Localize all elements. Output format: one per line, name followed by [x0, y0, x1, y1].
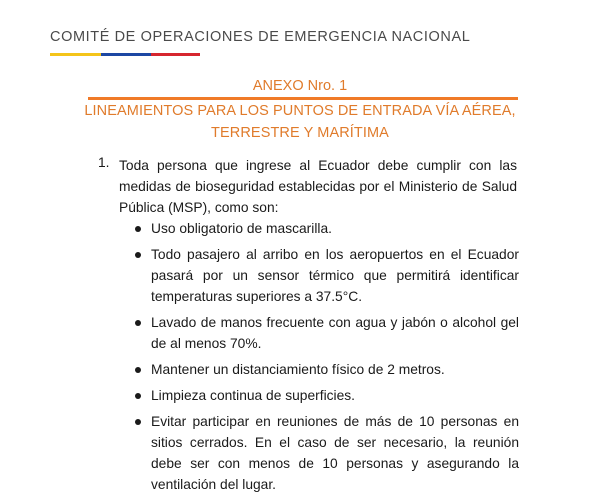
bullet-icon: [135, 320, 141, 326]
list-item-text: Todo pasajero al arribo en los aeropuertos en el Ecuador pasará por un sensor térmico que permitirá identificar temperaturas superiores a 37.5°C.: [151, 247, 519, 304]
list-item-text: Uso obligatorio de mascarilla.: [151, 221, 332, 236]
list-item-text: Limpieza continua de superficies.: [151, 388, 356, 403]
list-item: [133, 411, 519, 495]
list-item: [133, 359, 519, 380]
section-intro: Toda persona que ingrese al Ecuador debe cumplir con las medidas de bioseguridad establecidas por el Ministerio de Salud Pública (MSP), como son:: [119, 158, 517, 215]
flag-blue-band: [101, 53, 151, 56]
list-item-text: Lavado de manos frecuente con agua y jabón o alcohol gel de al menos 70%.: [151, 315, 519, 351]
annex-title-line-1: LINEAMIENTOS PARA LOS PUNTOS DE ENTRADA VÍA AÉREA,: [84, 103, 516, 119]
organization-header: COMITÉ DE OPERACIONES DE EMERGENCIA NACIONAL: [50, 29, 471, 45]
bullet-icon: [135, 252, 141, 258]
section-number: 1.: [98, 155, 110, 170]
orange-divider: [88, 97, 518, 100]
list-item-text: Mantener un distanciamiento físico de 2 metros.: [151, 362, 445, 377]
bullet-icon: [135, 419, 141, 425]
list-item: [133, 385, 519, 406]
measures-list: [133, 218, 519, 500]
list-item: [133, 312, 519, 354]
annex-title-line-2: TERRESTRE Y MARÍTIMA: [211, 125, 389, 141]
bullet-icon: [135, 226, 141, 232]
bullet-icon: [135, 367, 141, 373]
flag-yellow-band: [50, 53, 101, 56]
flag-red-band: [151, 53, 201, 56]
list-item: [133, 218, 519, 239]
list-item: [133, 244, 519, 307]
bullet-icon: [135, 393, 141, 399]
list-item-text: Evitar participar en reuniones de más de 10 personas en sitios cerrados. En el caso de ser necesario, la reunión debe ser con menos de 10 personas y asegurando la ventilación del lugar.: [151, 414, 519, 492]
flag-stripe: [50, 53, 200, 56]
annex-label: ANEXO Nro. 1: [252, 78, 348, 94]
